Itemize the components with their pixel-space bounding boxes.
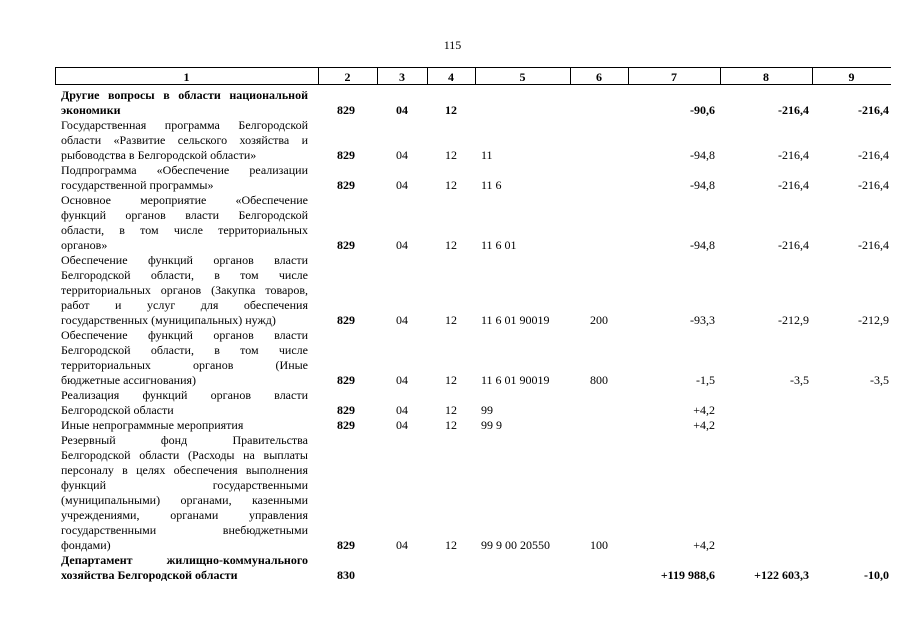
row-description-line: области «Развитие сельского хозяйства и (61, 133, 308, 147)
cell-chapter: 829 (337, 238, 355, 252)
row-description-line: государственной программы» (61, 178, 214, 192)
cell-chapter: 830 (337, 568, 355, 582)
cell-amount-3: -216,4 (858, 148, 889, 162)
header-col-8: 8 (763, 70, 769, 84)
cell-section: 04 (396, 313, 408, 327)
cell-amount-2: -216,4 (778, 148, 809, 162)
cell-target-article: 99 9 00 20550 (481, 538, 550, 552)
cell-subsection: 12 (445, 238, 457, 252)
row-description-line: Обеспечение функций органов власти (61, 328, 308, 342)
header-col-9: 9 (848, 70, 855, 84)
header-col-7: 7 (671, 70, 677, 84)
cell-amount-3: -212,9 (858, 313, 889, 327)
cell-target-article: 99 9 (481, 418, 502, 432)
header-col-4: 4 (448, 70, 454, 84)
row-description-line: территориальных органов (Иные (61, 358, 308, 372)
cell-chapter: 829 (337, 538, 355, 552)
cell-amount-2: -212,9 (778, 313, 809, 327)
cell-chapter: 829 (337, 418, 355, 432)
cell-subsection: 12 (445, 373, 457, 387)
cell-target-article: 11 6 (481, 178, 502, 192)
cell-target-article: 11 (481, 148, 493, 162)
header-col-1: 1 (183, 70, 190, 84)
cell-target-article: 99 (481, 403, 493, 417)
cell-amount-3: -216,4 (858, 178, 889, 192)
row-description-line: Подпрограмма «Обеспечение реализации (61, 163, 308, 177)
cell-amount-1: -94,8 (690, 238, 715, 252)
cell-section: 04 (396, 238, 408, 252)
row-description-line: Белгородской области, в том числе (61, 343, 308, 357)
cell-subsection: 12 (445, 538, 457, 552)
row-description-line: Департамент жилищно-коммунального (61, 553, 308, 567)
row-description-line: Белгородской области (Расходы на выплаты (61, 448, 308, 462)
row-description-line: бюджетные ассигнования) (61, 373, 197, 387)
cell-target-article: 11 6 01 90019 (481, 373, 550, 387)
row-description-line: Обеспечение функций органов власти (61, 253, 308, 267)
row-description-line: территориальных органов (Закупка товаров, (61, 283, 308, 297)
cell-section: 04 (396, 103, 408, 117)
cell-chapter: 829 (337, 403, 355, 417)
cell-amount-1: -90,6 (690, 103, 715, 117)
cell-target-article: 11 6 01 90019 (481, 313, 550, 327)
row-description-line: Государственная программа Белгородской (61, 118, 308, 132)
cell-amount-3: -3,5 (870, 373, 889, 387)
row-description-line: функций органов власти Белгородской (61, 208, 308, 222)
cell-section: 04 (396, 403, 408, 417)
cell-amount-3: -10,0 (864, 568, 889, 582)
cell-amount-1: -94,8 (690, 178, 715, 192)
cell-subsection: 12 (445, 148, 457, 162)
cell-section: 04 (396, 148, 408, 162)
header-col-6: 6 (596, 70, 602, 84)
cell-target-article: 11 6 01 (481, 238, 517, 252)
cell-amount-1: -93,3 (690, 313, 715, 327)
cell-expense-type: 100 (590, 538, 608, 552)
cell-chapter: 829 (337, 178, 355, 192)
cell-expense-type: 800 (590, 373, 608, 387)
cell-chapter: 829 (337, 313, 355, 327)
row-description-line: Другие вопросы в области национальной (61, 88, 308, 102)
cell-amount-1: +4,2 (693, 418, 715, 432)
row-description-line: Резервный фонд Правительства (61, 433, 308, 447)
row-description-line: учреждениями, органами управления (61, 508, 308, 522)
row-description-line: работ и услуг для обеспечения (61, 298, 308, 312)
cell-amount-2: +122 603,3 (754, 568, 809, 582)
row-description-line: персоналу в целях обеспечения выполнения (61, 463, 308, 477)
cell-subsection: 12 (445, 418, 457, 432)
header-col-2: 2 (344, 70, 351, 84)
row-description-line: Белгородской области (61, 403, 174, 417)
cell-amount-2: -216,4 (778, 178, 809, 192)
row-description-line: хозяйства Белгородской области (61, 568, 238, 582)
cell-subsection: 12 (445, 178, 457, 192)
row-description-line: экономики (61, 103, 121, 117)
cell-amount-2: -216,4 (778, 238, 809, 252)
cell-amount-1: -1,5 (696, 373, 715, 387)
row-description-line: рыбоводства в Белгородской области» (61, 148, 257, 162)
cell-amount-2: -216,4 (778, 103, 809, 117)
row-description-line: области, в том числе территориальных (61, 223, 308, 237)
cell-amount-1: -94,8 (690, 148, 715, 162)
cell-amount-1: +4,2 (693, 538, 715, 552)
row-description-line: органов» (61, 238, 108, 252)
cell-amount-1: +4,2 (693, 403, 715, 417)
cell-section: 04 (396, 418, 408, 432)
cell-subsection: 12 (445, 313, 457, 327)
cell-chapter: 829 (337, 103, 355, 117)
row-description-line: Иные непрограммные мероприятия (61, 418, 244, 432)
cell-section: 04 (396, 178, 408, 192)
page-number: 115 (443, 38, 462, 52)
cell-amount-2: -3,5 (790, 373, 809, 387)
row-description-line: функций государственными (61, 478, 308, 492)
header-col-5: 5 (519, 70, 526, 84)
cell-amount-3: -216,4 (858, 103, 889, 117)
row-description-line: Белгородской области, в том числе (61, 268, 308, 282)
cell-section: 04 (396, 538, 408, 552)
header-col-3: 3 (399, 70, 405, 84)
cell-subsection: 12 (445, 403, 457, 417)
row-description-line: (муниципальными) органами, казенными (61, 493, 308, 507)
cell-chapter: 829 (337, 373, 355, 387)
row-description-line: Реализация функций органов власти (61, 388, 308, 402)
cell-section: 04 (396, 373, 408, 387)
row-description-line: Основное мероприятие «Обеспечение (61, 193, 308, 207)
row-description-line: государственными внебюджетными (61, 523, 308, 537)
cell-subsection: 12 (445, 103, 457, 117)
row-description-line: государственных (муниципальных) нужд) (61, 313, 276, 327)
cell-chapter: 829 (337, 148, 355, 162)
cell-amount-3: -216,4 (858, 238, 889, 252)
row-description-line: фондами) (61, 538, 111, 552)
cell-amount-1: +119 988,6 (660, 568, 715, 582)
cell-expense-type: 200 (590, 313, 608, 327)
